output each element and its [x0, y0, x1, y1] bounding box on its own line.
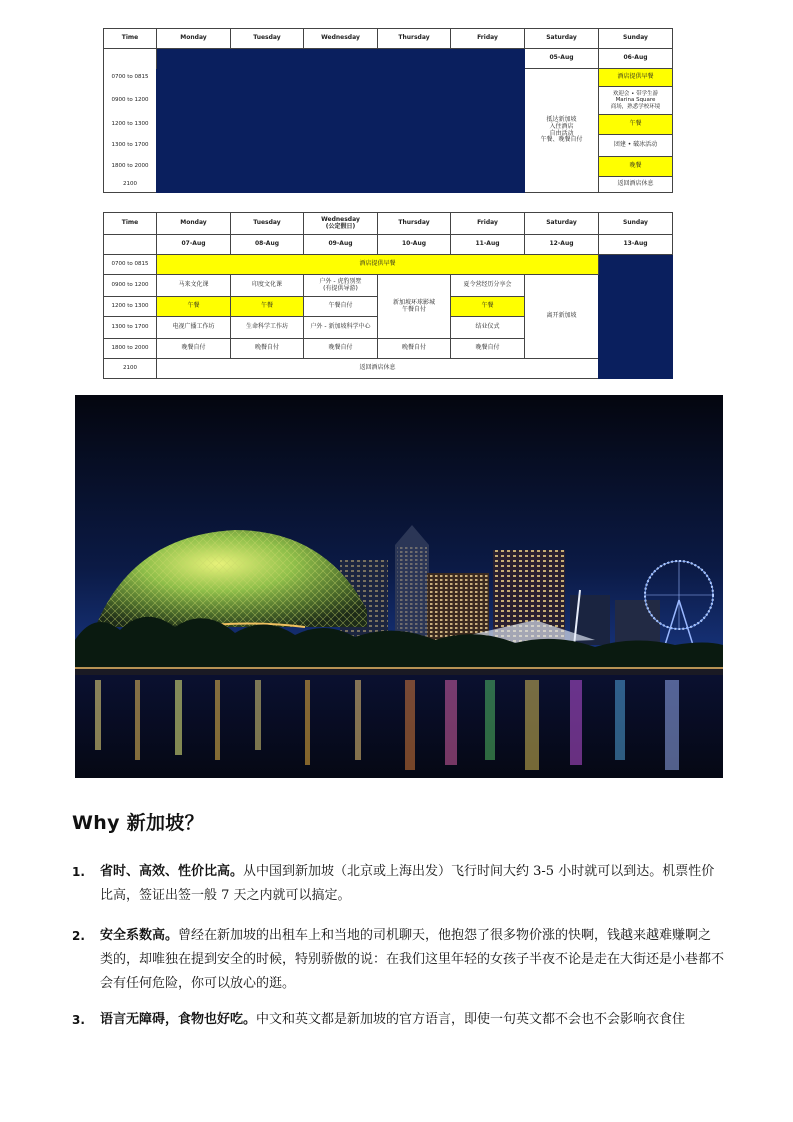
header-sunday: Sunday — [599, 213, 673, 235]
tuesday-afternoon: 生命科学工作坊 — [231, 317, 304, 339]
date-sunday: 06-Aug — [599, 49, 673, 69]
header-time: Time — [104, 29, 157, 49]
tuesday-morning: 印度文化课 — [231, 275, 304, 297]
header-wednesday: Wednesday (公定假日) — [304, 213, 378, 235]
section-heading: Why 新加坡？ — [72, 812, 204, 834]
thursday-universal-studios: 新加坡环球影城 午餐自付 — [378, 275, 451, 339]
thursday-dinner: 晚餐自付 — [378, 339, 451, 359]
time-slot: 1200 to 1300 — [104, 297, 157, 317]
sunday-teambuilding: 团建 • 破冰活动 — [599, 135, 673, 157]
item-body: 曾经在新加坡的出租车上和当地的司机聊天，他抱怨了很多物价涨的快啊，钱越来越难赚啊之类的，却唯独在提到安全的时候，特别骄傲的说：在我们这里年轻的女孩子半夜不论是走在大街还是小巷都不会有任何危险，你可以放心的逛。 — [100, 928, 725, 991]
unavailable-block — [157, 49, 525, 193]
list-item — [72, 860, 724, 908]
time-slot: 0700 to 0815 — [104, 69, 157, 87]
sunday-dinner: 晚餐 — [599, 157, 673, 177]
date-cell: 09-Aug — [304, 235, 378, 255]
friday-dinner: 晚餐自付 — [451, 339, 525, 359]
singapore-night-photo — [75, 395, 723, 778]
item-title: 语言无障碍，食物也好吃。 — [100, 1012, 257, 1027]
header-thursday: Thursday — [378, 213, 451, 235]
item-title: 安全系数高。 — [100, 928, 179, 943]
sunday-unavailable — [599, 255, 673, 379]
monday-morning: 马来文化课 — [157, 275, 231, 297]
item-number: 1. — [72, 865, 85, 879]
item-body: 中文和英文都是新加坡的官方语言，即使一句英文都不会也不会影响衣食住 — [256, 1012, 686, 1027]
time-slot: 1800 to 2000 — [104, 339, 157, 359]
time-slot: 2100 — [104, 177, 157, 193]
item-title: 省时、高效、性价比高。 — [100, 864, 244, 879]
time-slot: 0700 to 0815 — [104, 255, 157, 275]
time-slot: 1300 to 1700 — [104, 135, 157, 157]
monday-lunch: 午餐 — [157, 297, 231, 317]
wednesday-dinner: 晚餐自付 — [304, 339, 378, 359]
date-cell: 13-Aug — [599, 235, 673, 255]
tuesday-lunch: 午餐 — [231, 297, 304, 317]
header-monday: Monday — [157, 213, 231, 235]
header-friday: Friday — [451, 213, 525, 235]
time-slot: 1300 to 1700 — [104, 317, 157, 339]
header-time: Time — [104, 213, 157, 235]
time-slot: 0900 to 1200 — [104, 275, 157, 297]
item-body: 从中国到新加坡（北京或上海出发）飞行时间大约 3-5 小时就可以到达。机票性价比高，签证出签一般 7 天之内就可以搞定。 — [100, 864, 715, 903]
header-tuesday: Tuesday — [231, 29, 304, 49]
time-slot: 1800 to 2000 — [104, 157, 157, 177]
header-sunday: Sunday — [599, 29, 673, 49]
night-rest: 返回酒店休息 — [157, 359, 599, 379]
header-saturday: Saturday — [525, 29, 599, 49]
header-thursday: Thursday — [378, 29, 451, 49]
header-tuesday: Tuesday — [231, 213, 304, 235]
time-blank — [104, 235, 157, 255]
wednesday-morning: 户外 - 虎豹别墅 (有提供导游) — [304, 275, 378, 297]
monday-dinner: 晚餐自付 — [157, 339, 231, 359]
breakfast-banner: 酒店提供早餐 — [157, 255, 599, 275]
header-monday: Monday — [157, 29, 231, 49]
time-blank — [104, 49, 157, 69]
wednesday-afternoon: 户外 - 新加坡科学中心 — [304, 317, 378, 339]
time-slot: 1200 to 1300 — [104, 115, 157, 135]
date-cell: 12-Aug — [525, 235, 599, 255]
date-cell: 10-Aug — [378, 235, 451, 255]
friday-morning: 夏令营经历分享会 — [451, 275, 525, 297]
friday-afternoon: 结业仪式 — [451, 317, 525, 339]
schedule-week-2 — [103, 212, 673, 379]
date-cell: 08-Aug — [231, 235, 304, 255]
sunday-breakfast: 酒店提供早餐 — [599, 69, 673, 87]
monday-afternoon: 电视广播工作坊 — [157, 317, 231, 339]
item-number: 3. — [72, 1013, 85, 1027]
header-wednesday: Wednesday — [304, 29, 378, 49]
schedule-week-1 — [103, 28, 673, 193]
friday-lunch: 午餐 — [451, 297, 525, 317]
header-friday: Friday — [451, 29, 525, 49]
saturday-departure: 离开新加坡 — [525, 275, 599, 359]
tuesday-dinner: 晚餐自付 — [231, 339, 304, 359]
header-saturday: Saturday — [525, 213, 599, 235]
date-cell: 11-Aug — [451, 235, 525, 255]
time-slot: 0900 to 1200 — [104, 87, 157, 115]
item-number: 2. — [72, 929, 85, 943]
date-saturday: 05-Aug — [525, 49, 599, 69]
time-slot: 2100 — [104, 359, 157, 379]
wednesday-lunch: 午餐自付 — [304, 297, 378, 317]
sunday-rest: 返回酒店休息 — [599, 177, 673, 193]
sunday-welcome: 欢迎会 • 带学生游 Marina Square 商场，熟悉学校环境 — [599, 87, 673, 115]
date-cell: 07-Aug — [157, 235, 231, 255]
list-item — [72, 1008, 724, 1032]
saturday-arrival: 抵达新加坡 入住酒店 自由活动 午餐、晚餐自付 — [525, 69, 599, 193]
list-item — [72, 924, 724, 996]
sunday-lunch: 午餐 — [599, 115, 673, 135]
